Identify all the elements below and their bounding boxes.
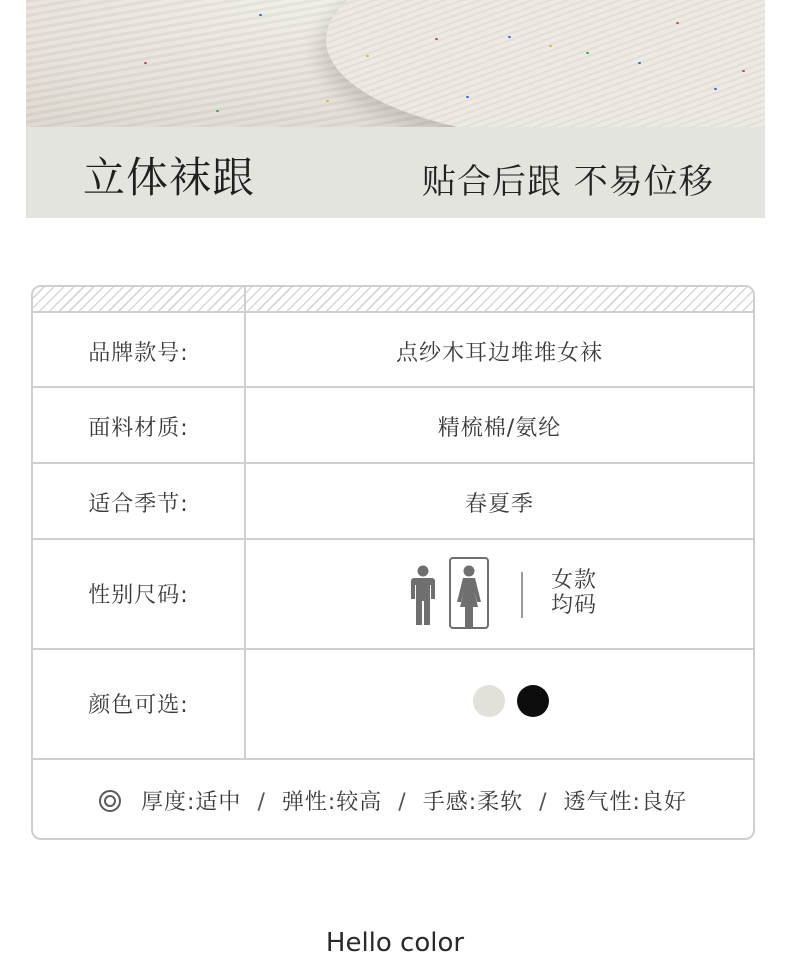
speck xyxy=(326,100,329,102)
speck xyxy=(366,55,369,57)
label-gender-size: 性别尺码: xyxy=(88,583,189,608)
speck xyxy=(714,88,717,90)
size-fit: 均码 xyxy=(551,593,598,618)
product-photo xyxy=(26,0,765,127)
spec-table xyxy=(31,285,755,840)
banner-slogan: 贴合后跟 不易位移 xyxy=(422,162,714,202)
size-gender: 女款 xyxy=(551,568,598,593)
speck xyxy=(549,45,552,47)
value-brand-model: 点纱木耳边堆堆女袜 xyxy=(395,341,603,366)
row-divider xyxy=(33,386,753,388)
speck xyxy=(216,110,219,112)
label-brand-model: 品牌款号: xyxy=(88,341,189,366)
features-line xyxy=(33,785,753,816)
footer-caption: Hello color xyxy=(325,928,465,958)
value-season: 春夏季 xyxy=(464,492,534,517)
speck xyxy=(676,22,679,24)
label-season: 适合季节: xyxy=(88,492,189,517)
target-icon xyxy=(99,790,121,812)
table-header-hatch xyxy=(33,287,753,313)
speck xyxy=(435,38,438,40)
banner-title: 立体袜跟 xyxy=(83,153,256,202)
speck xyxy=(742,70,745,72)
feature-feel: 手感:柔软 xyxy=(422,790,524,815)
feature-separator: / xyxy=(539,790,548,815)
value-material: 精梳棉/氨纶 xyxy=(437,416,562,441)
speck xyxy=(638,62,641,64)
feature-banner xyxy=(26,127,765,218)
row-divider xyxy=(33,648,753,650)
gender-size-cell xyxy=(246,537,753,647)
color-swatch-black[interactable] xyxy=(517,685,549,717)
feature-thickness: 厚度:适中 xyxy=(141,790,242,815)
male-icon xyxy=(409,565,437,627)
speck xyxy=(144,62,147,64)
feature-breathability: 透气性:良好 xyxy=(563,790,687,815)
speck xyxy=(586,52,589,54)
feature-elasticity: 弹性:较高 xyxy=(281,790,383,815)
speck xyxy=(508,36,511,38)
female-icon xyxy=(455,565,483,627)
feature-separator: / xyxy=(398,790,407,815)
speck xyxy=(259,14,262,16)
color-swatch-beige[interactable] xyxy=(473,685,505,717)
size-text xyxy=(551,568,597,618)
label-material: 面料材质: xyxy=(88,416,189,441)
feature-separator: / xyxy=(257,790,266,815)
speck xyxy=(466,96,469,98)
size-divider xyxy=(521,572,523,618)
sock-fold xyxy=(326,0,765,127)
row-divider xyxy=(33,758,753,760)
label-colors: 颜色可选: xyxy=(88,693,189,718)
row-divider xyxy=(33,462,753,464)
